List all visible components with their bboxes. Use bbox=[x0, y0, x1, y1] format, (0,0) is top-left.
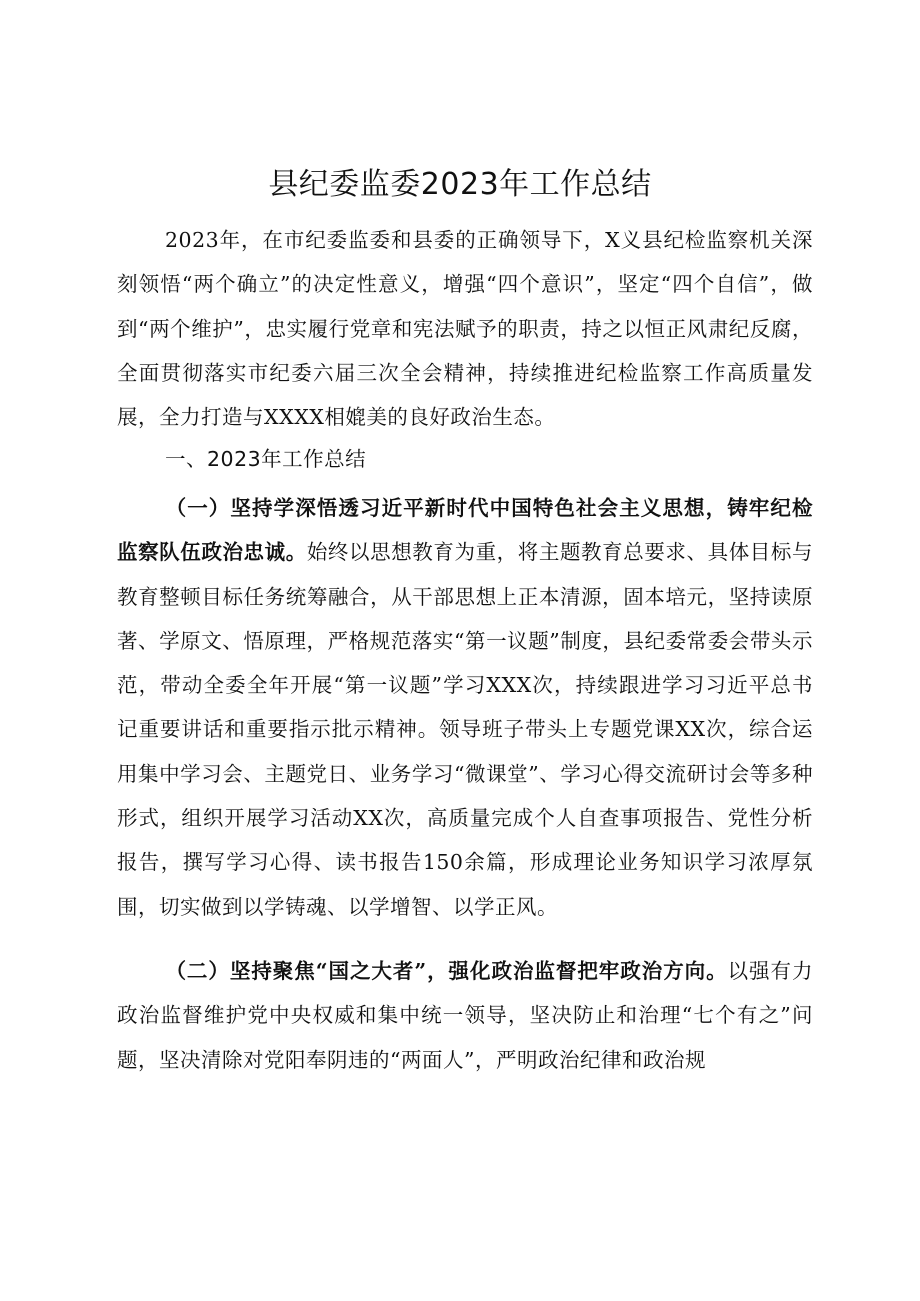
item-1-body: 始终以思想教育为重，将主题教育总要求、具体目标与教育整顿目标任务统筹融合，从干部思想上正本清源，固本培元，坚持读原著、学原文、悟原理，严格规范落实“第一议题”制度，县纪委常委会带头示范，带动全委全年开展“第一议题”学习XXX次，持续跟进学习习近平总书记重要讲话和重要指示批示精神。领导班子带头上专题党课XX次，综合运用集中学习会、主题党日、业务学习“微课堂”、学习心得交流研讨会等多种形式，组织开展学习活动XX次，高质量完成个人自查事项报告、党性分析报告，撰写学习心得、读书报告150余篇，形成理论业务知识学习浓厚氛围，切实做到以学铸魂、以学增智、以学正风。 bbox=[117, 540, 813, 919]
section-heading: 一、2023年工作总结 bbox=[165, 447, 367, 471]
item-2-lead: （二）坚持聚焦“国之大者”，强化政治监督把牢政治方向。 bbox=[165, 959, 728, 983]
item-1-lead: （一）坚持学深悟透习近平新时代中国特色社会主义思想，铸牢纪检监察队伍政治忠诚。 bbox=[117, 496, 813, 565]
item-2-paragraph bbox=[117, 949, 813, 1082]
document-title: 县纪委监委2023年工作总结 bbox=[268, 167, 652, 202]
intro-paragraph bbox=[117, 218, 813, 439]
intro-text: 2023年，在市纪委监委和县委的正确领导下，X义县纪检监察机关深刻领悟“两个确立”的决定性意义，增强“四个意识”，坚定“四个自信”，做到“两个维护”，忠实履行党章和宪法赋予的职责，持之以恒正风肃纪反腐，全面贯彻落实市纪委六届三次全会精神，持续推进纪检监察工作高质量发展，全力打造与XXXX相媲美的良好政治生态。 bbox=[117, 228, 813, 430]
item-1-paragraph bbox=[117, 486, 813, 929]
item-2-body: 以强有力政治监督维护党中央权威和集中统一领导，坚决防止和治理“七个有之”问题，坚决清除对党阳奉阴违的“两面人”，严明政治纪律和政治规 bbox=[117, 959, 813, 1072]
